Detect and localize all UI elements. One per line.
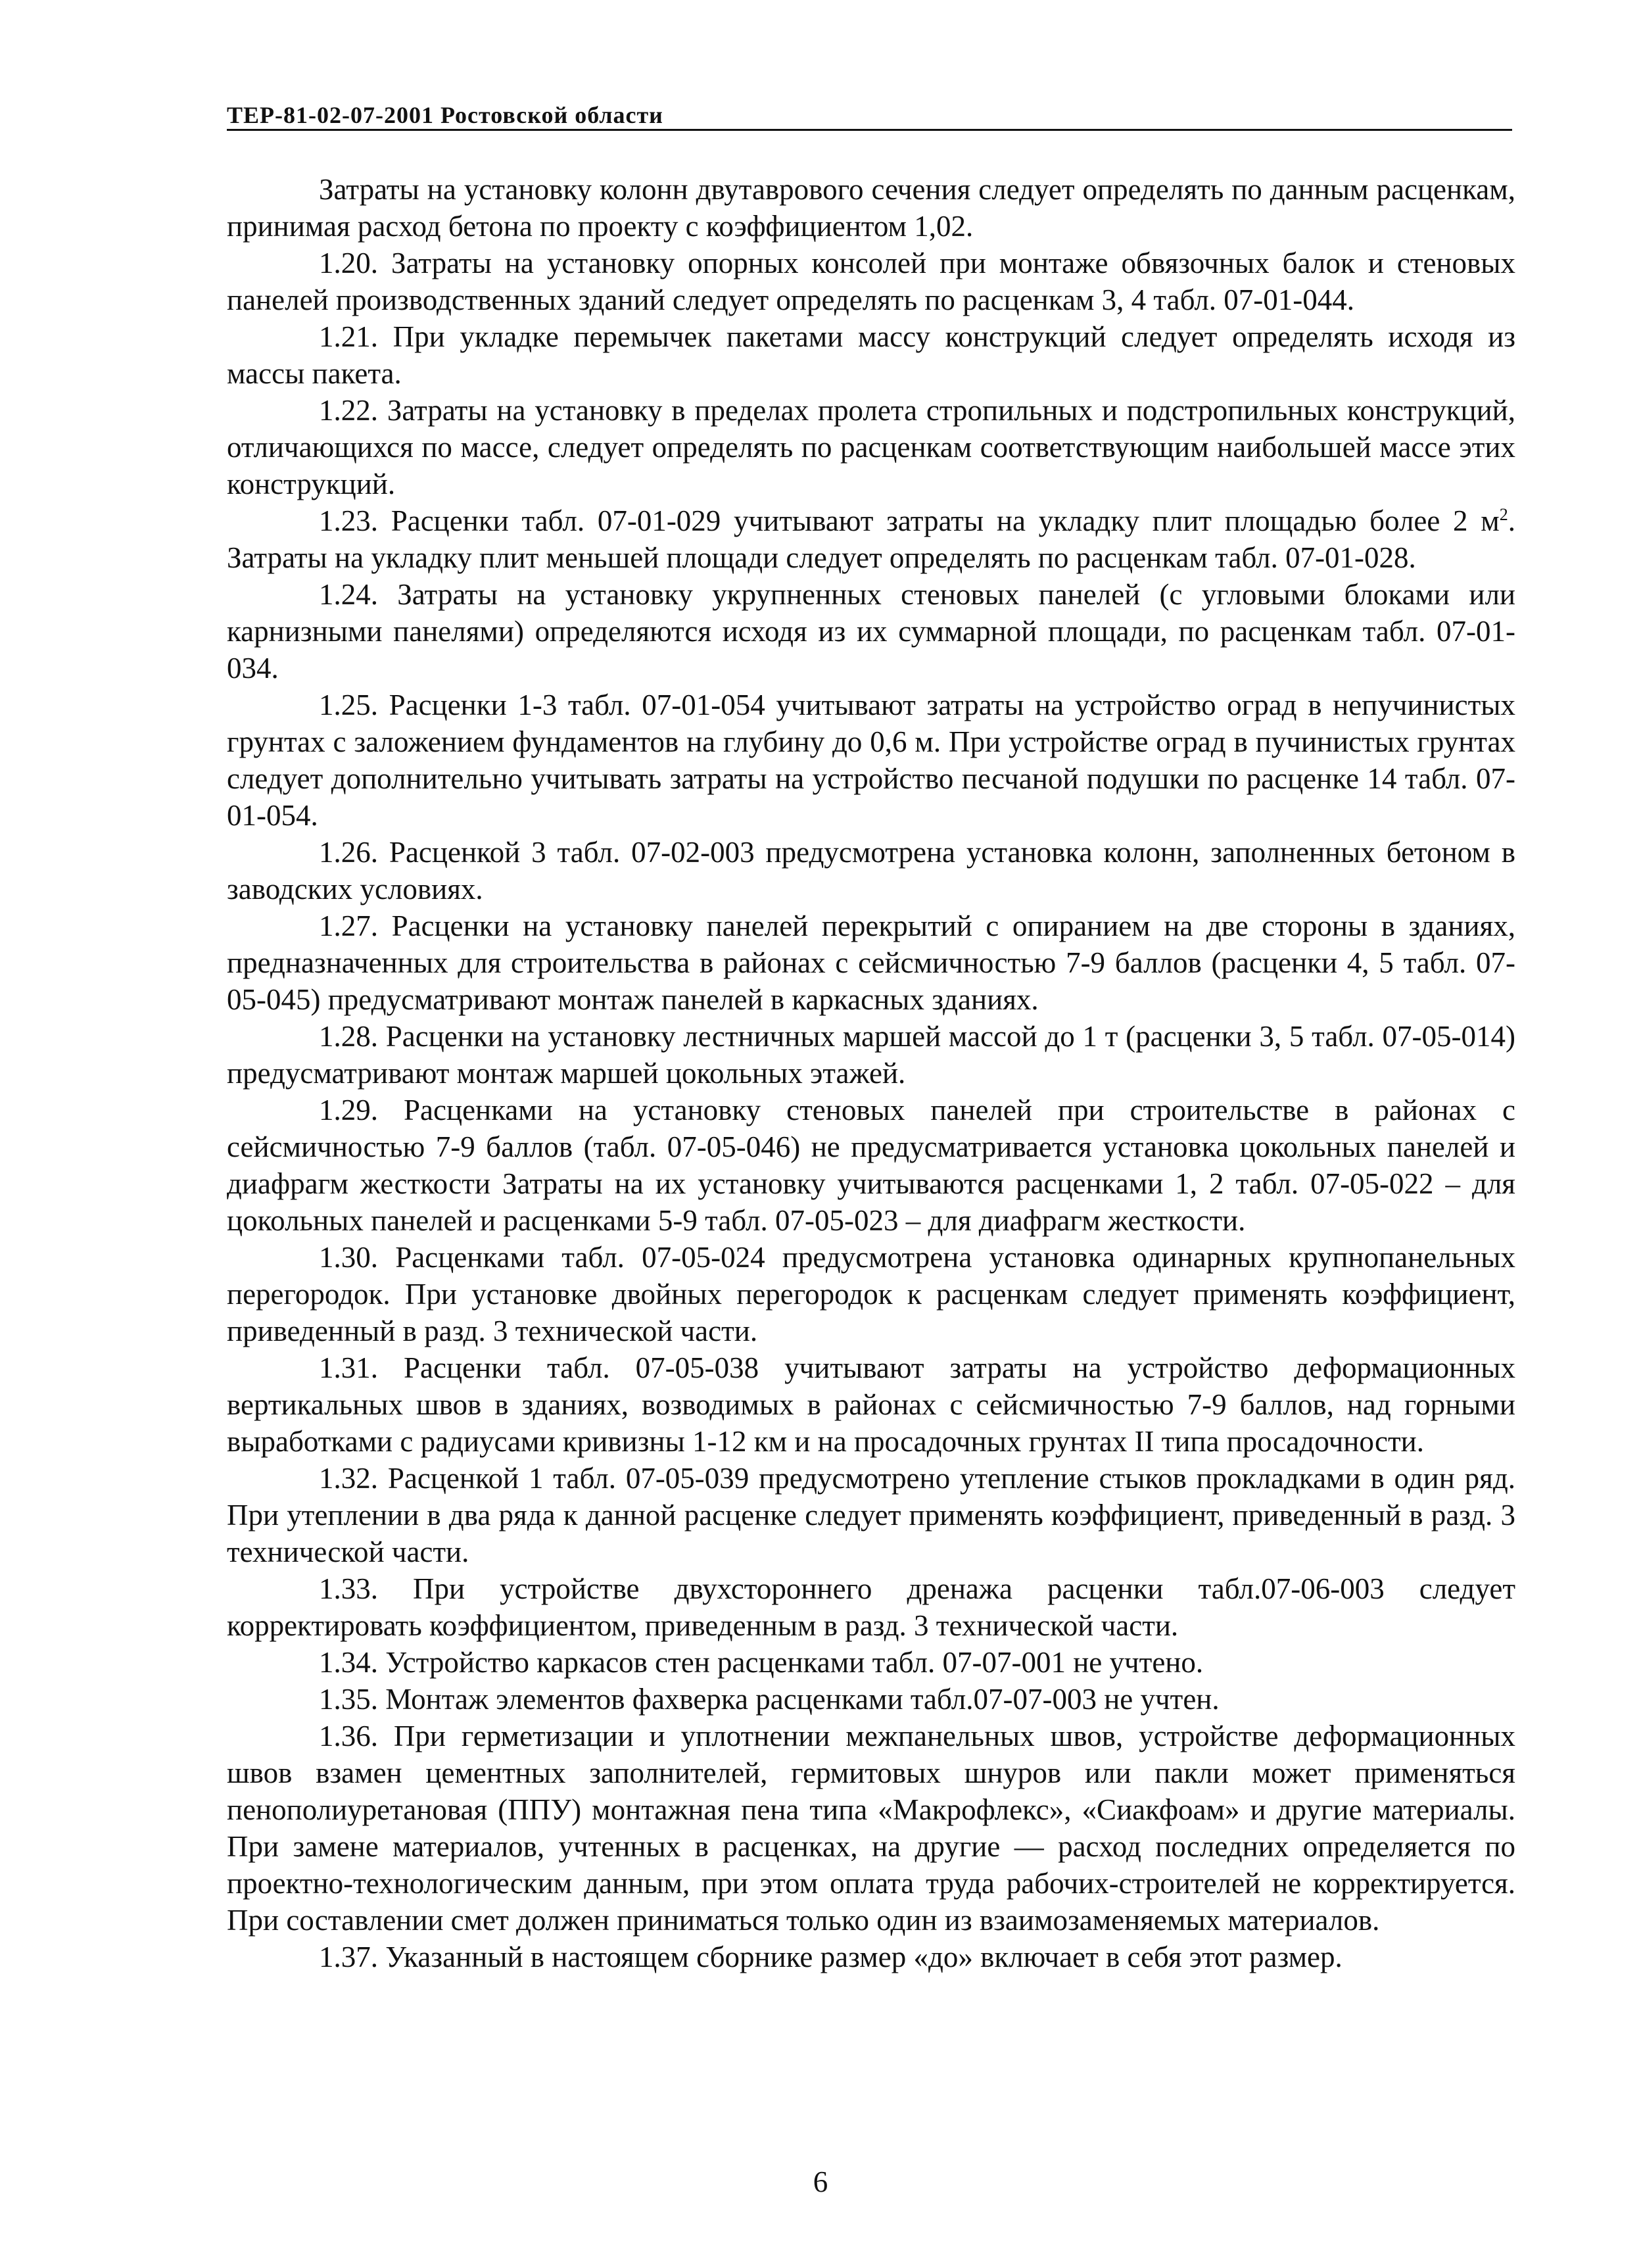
paragraph-1-28: 1.28. Расценки на установку лестничных маршей массой до 1 т (расценки 3, 5 табл. 07-05-014) предусматривают монтаж маршей цокольных этажей. [227,1020,1515,1090]
paragraph-1-30: 1.30. Расценками табл. 07-05-024 предусмотрена установка одинарных крупнопанельных перегородок. При установке двойных перегородок к расценкам следует применять коэффициент, приведенный в разд. 3 технической части. [227,1241,1515,1347]
paragraph-1-29: 1.29. Расценками на установку стеновых панелей при строительстве в районах с сейсмичностью 7-9 баллов (табл. 07-05-046) не предусматривается установка цокольных панелей и диафрагм жесткости Затраты на их установку учитываются расценками 1, 2 табл. 07-05-022 – для цокольных панелей и расценками 5-9 табл. 07-05-023 – для диафрагм жесткости. [227,1094,1515,1237]
paragraph-1-34: 1.34. Устройство каркасов стен расценками табл. 07-07-001 не учтено. [319,1646,1204,1679]
superscript-2: 2 [1499,505,1508,524]
paragraph-1-21: 1.21. При укладке перемычек пакетами массу конструкций следует определять исходя из массы пакета. [227,320,1515,390]
paragraph-1-33: 1.33. При устройстве двухстороннего дренажа расценки табл.07-06-003 следует корректировать коэффициентом, приведенным в разд. 3 технической части. [227,1572,1515,1642]
body-text [227,171,1515,1975]
paragraph-1-35: 1.35. Монтаж элементов фахверка расценками табл.07-07-003 не учтен. [319,1683,1220,1716]
paragraph-1-20: 1.20. Затраты на установку опорных консолей при монтаже обвязочных балок и стеновых панелей производственных зданий следует определять по расценкам 3, 4 табл. 07-01-044. [227,247,1515,316]
paragraph-1-36: 1.36. При герметизации и уплотнении межпанельных швов, устройстве деформационных швов взамен цементных заполнителей, гермитовых шнуров или пакли может применяться пенополиуретановая (ППУ) монтажная пена типа «Макрофлекс», «Сиакфоам» и другие материалы. При замене материалов, учтенных в расценках, на другие — расход последних определяется по проектно-технологическим данным, при этом оплата труда рабочих-строителей не корректируется. При составлении смет должен приниматься только один из взаимозаменяемых материалов. [227,1720,1515,1937]
paragraph-1-23 [227,502,1515,576]
paragraph-1-31: 1.31. Расценки табл. 07-05-038 учитывают затраты на устройство деформационных вертикальных швов в зданиях, возводимых в районах с сейсмичностью 7-9 баллов, над горными выработками с радиусами кривизны 1-12 км и на просадочных грунтах II типа просадочности. [227,1351,1515,1458]
header-rule [227,129,1512,131]
paragraph-1-23-rest: . Затраты на укладку плит меньшей площади следует определять по расценкам табл. 07-01-028. [227,504,1515,574]
paragraph-1-37: 1.37. Указанный в настоящем сборнике размер «до» включает в себя этот размер. [319,1941,1343,1973]
paragraph: Затраты на установку колонн двутаврового сечения следует определять по данным расценкам, принимая расход бетона по проекту с коэффициентом 1,02. [227,173,1515,243]
page-number: 6 [813,2165,828,2198]
paragraph-1-32: 1.32. Расценкой 1 табл. 07-05-039 предусмотрено утепление стыков прокладками в один ряд. При утеплении в два ряда к данной расценке следует применять коэффициент, приведенный в разд. 3 технической части. [227,1462,1515,1568]
paragraph-1-27: 1.27. Расценки на установку панелей перекрытий с опиранием на две стороны в зданиях, предназначенных для строительства в районах с сейсмичностью 7-9 баллов (расценки 4, 5 табл. 07-05-045) предусматривают монтаж панелей в каркасных зданиях. [227,909,1515,1016]
paragraph-1-23-text: 1.23. Расценки табл. 07-01-029 учитывают затраты на укладку плит площадью более 2 м [319,504,1500,537]
paragraph-1-25: 1.25. Расценки 1-3 табл. 07-01-054 учитывают затраты на устройство оград в непучинистых грунтах с заложением фундаментов на глубину до 0,6 м. При устройстве оград в пучинистых грунтах следует дополнительно учитывать затраты на устройство песчаной подушки по расценке 14 табл. 07-01-054. [227,688,1515,832]
running-header: ТЕР-81-02-07-2001 Ростовской области [227,102,663,128]
paragraph-1-26: 1.26. Расценкой 3 табл. 07-02-003 предусмотрена установка колонн, заполненных бетоном в заводских условиях. [227,836,1515,905]
paragraph-1-22: 1.22. Затраты на установку в пределах пролета стропильных и подстропильных конструкций, отличающихся по массе, следует определять по расценкам соответствующим наибольшей массе этих конструкций. [227,394,1515,500]
paragraph-1-24: 1.24. Затраты на установку укрупненных стеновых панелей (с угловыми блоками или карнизными панелями) определяются исходя из их суммарной площади, по расценкам табл. 07-01-034. [227,578,1515,685]
